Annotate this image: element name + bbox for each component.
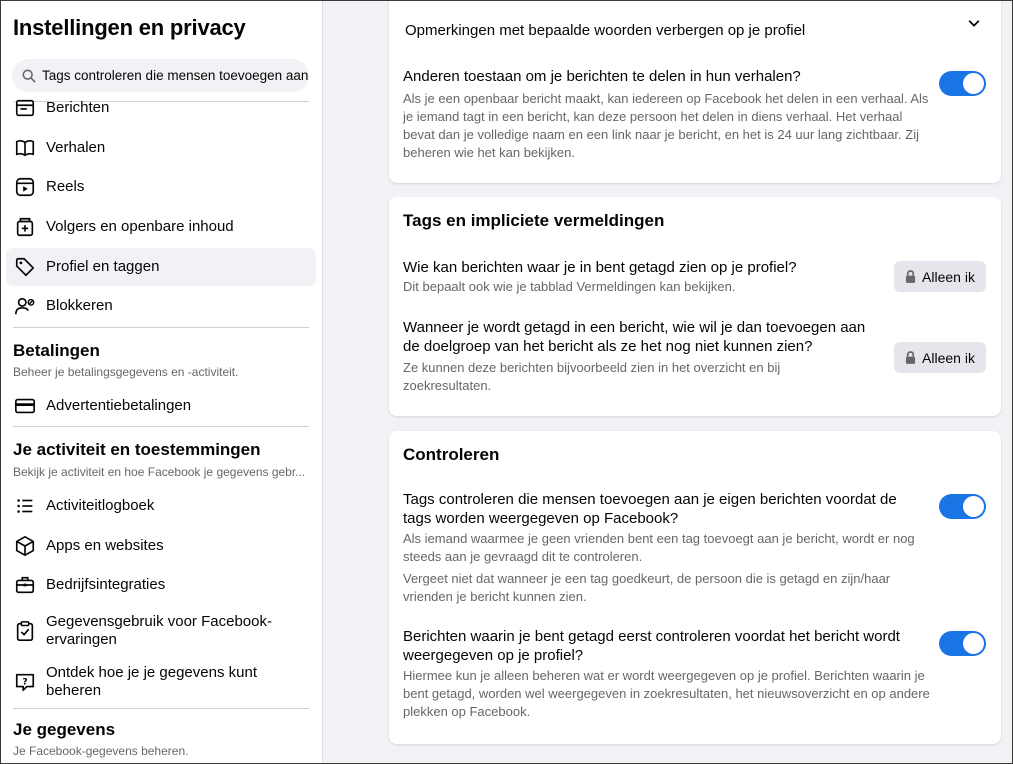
section-subtitle-activiteit: Bekijk je activiteit en hoe Facebook je gegevens gebr...	[13, 465, 306, 479]
lock-icon	[905, 351, 916, 364]
toggle-knob	[963, 73, 984, 94]
card-tags	[389, 197, 1001, 416]
divider	[13, 327, 309, 328]
divider	[13, 426, 309, 427]
review-posts-description: Hiermee kun je alleen beheren wat er wordt weergegeven op je profiel. Berichten waarin je bent getagd, worden wel weergegeven in zoekresultaten, het nieuwsoverzicht en op andere plekken op Facebook.	[403, 668, 930, 719]
label-line: ervaringen	[46, 631, 117, 648]
sidebar-title: Instellingen en privacy	[13, 15, 246, 40]
block-user-icon	[13, 294, 37, 318]
sidebar-item-ontdek-gegevens[interactable]	[6, 661, 316, 703]
reels-icon	[13, 175, 37, 199]
collapsed-setting-row[interactable]: Opmerkingen met bepaalde woorden verbergen op je profiel	[405, 22, 806, 39]
section-subtitle-betalingen: Beheer je betalingsgegevens en -activiteit.	[13, 365, 239, 379]
audience-label: Alleen ik	[922, 268, 975, 285]
sidebar-item-label: Apps en websites	[46, 537, 164, 554]
tagged-visibility-description: Dit bepaalt ook wie je tabblad Vermeldingen kan bekijken.	[403, 279, 736, 294]
help-icon	[13, 670, 37, 694]
sidebar-item-label: Reels	[46, 178, 85, 195]
sidebar-item-label	[46, 664, 257, 700]
card-title-tags: Tags en impliciete vermeldingen	[403, 211, 665, 230]
briefcase-icon	[13, 573, 37, 597]
sidebar-item-activiteitlogboek[interactable]	[6, 487, 316, 525]
sidebar-item-blokkeren[interactable]	[6, 287, 316, 325]
sidebar-item-advertentiebetalingen[interactable]	[6, 387, 316, 425]
chevron-down-icon[interactable]	[967, 16, 981, 30]
review-posts-title: Berichten waarin je bent getagd eerst controleren voordat het bericht wordt weergegeven op je profiel?	[403, 628, 900, 664]
sidebar-item-bedrijfsintegraties[interactable]	[6, 566, 316, 604]
sidebar-item-label: Volgers en openbare inhoud	[46, 218, 234, 235]
svg-text:?: ?	[22, 676, 28, 688]
review-posts-toggle[interactable]	[939, 631, 986, 656]
sidebar-item-label: Advertentiebetalingen	[46, 397, 192, 414]
sidebar-item-label: Verhalen	[46, 139, 106, 156]
section-heading-activiteit: Je activiteit en toestemmingen	[13, 440, 261, 459]
sidebar-item-label: Bedrijfsintegraties	[46, 576, 166, 593]
review-tags-title: Tags controleren die mensen toevoegen aan je eigen berichten voordat de tags worden weergegeven op Facebook?	[403, 491, 897, 527]
section-heading-betalingen: Betalingen	[13, 341, 100, 360]
sidebar-item-volgers[interactable]	[6, 208, 316, 246]
settings-sidebar	[1, 1, 323, 763]
review-tags-toggle[interactable]	[939, 494, 986, 519]
settings-search[interactable]	[12, 59, 309, 92]
tag-audience-button[interactable]	[894, 342, 986, 373]
card-sharing	[389, 0, 1001, 183]
search-icon	[22, 69, 36, 83]
review-tags-note: Vergeet niet dat wanneer je een tag goedkeurt, de persoon die is getagd en zijn/haar vrienden je bericht kunnen zien.	[403, 571, 891, 604]
post-icon	[13, 96, 37, 120]
book-icon	[13, 136, 37, 160]
sidebar-item-gegevensgebruik[interactable]	[6, 610, 316, 652]
label-line: Gegevensgebruik voor Facebook-	[46, 613, 272, 630]
add-follow-icon	[13, 215, 37, 239]
sidebar-item-profiel-en-taggen[interactable]	[6, 248, 316, 286]
review-tags-description: Als iemand waarmee je geen vrienden bent een tag toevoegt aan je bericht, wordt er nog steeds aan je gevraagd dit te controleren.	[403, 531, 915, 564]
label-line: beheren	[46, 682, 102, 699]
toggle-knob	[963, 496, 984, 517]
label-line: Ontdek hoe je je gegevens kunt	[46, 664, 257, 681]
divider	[13, 708, 309, 709]
tagged-visibility-audience-button[interactable]	[894, 261, 986, 292]
box-icon	[13, 534, 37, 558]
list-icon	[13, 494, 37, 518]
card-review	[389, 431, 1001, 744]
share-stories-toggle[interactable]	[939, 71, 986, 96]
sidebar-item-label: Berichten	[46, 99, 110, 116]
clipboard-icon	[13, 619, 37, 643]
lock-icon	[905, 270, 916, 283]
tagged-visibility-title: Wie kan berichten waar je in bent getagd zien op je profiel?	[403, 259, 797, 276]
toggle-knob	[963, 633, 984, 654]
card-title-review: Controleren	[403, 445, 500, 464]
sidebar-item-label: Blokkeren	[46, 297, 113, 314]
sidebar-item-verhalen[interactable]	[6, 129, 316, 167]
share-stories-description: Als je een openbaar bericht maakt, kan iedereen op Facebook het delen in een verhaal. Als je iemand tagt in een bericht, kan deze persoon het delen in diens verhaal. Het verhaal bevat dan je volledige naam en een link naar je bericht, en het is 24 uur lang zichtbaar. Zij beheren wie het kan bekijken.	[403, 91, 929, 160]
share-stories-title: Anderen toestaan om je berichten te delen in hun verhalen?	[403, 68, 801, 85]
audience-label: Alleen ik	[922, 349, 975, 366]
search-input[interactable]	[42, 68, 309, 83]
sidebar-item-label	[46, 613, 272, 649]
section-heading-je-gegevens: Je gegevens	[13, 720, 116, 739]
sidebar-item-apps-en-websites[interactable]	[6, 527, 316, 565]
sidebar-item-reels[interactable]	[6, 168, 316, 206]
sidebar-item-berichten[interactable]	[6, 89, 316, 127]
card-icon	[13, 394, 37, 418]
sidebar-item-label: Activiteitlogboek	[46, 497, 155, 514]
section-subtitle-je-gegevens: Je Facebook-gegevens beheren.	[13, 744, 189, 758]
tag-audience-description: Ze kunnen deze berichten bijvoorbeeld zien in het overzicht en bij zoekresultaten.	[403, 360, 781, 393]
tag-audience-title: Wanneer je wordt getagd in een bericht, wie wil je dan toevoegen aan de doelgroep van het bericht als ze het nog niet kunnen zien?	[403, 319, 866, 355]
tag-icon	[13, 255, 37, 279]
sidebar-item-label: Profiel en taggen	[46, 258, 160, 275]
